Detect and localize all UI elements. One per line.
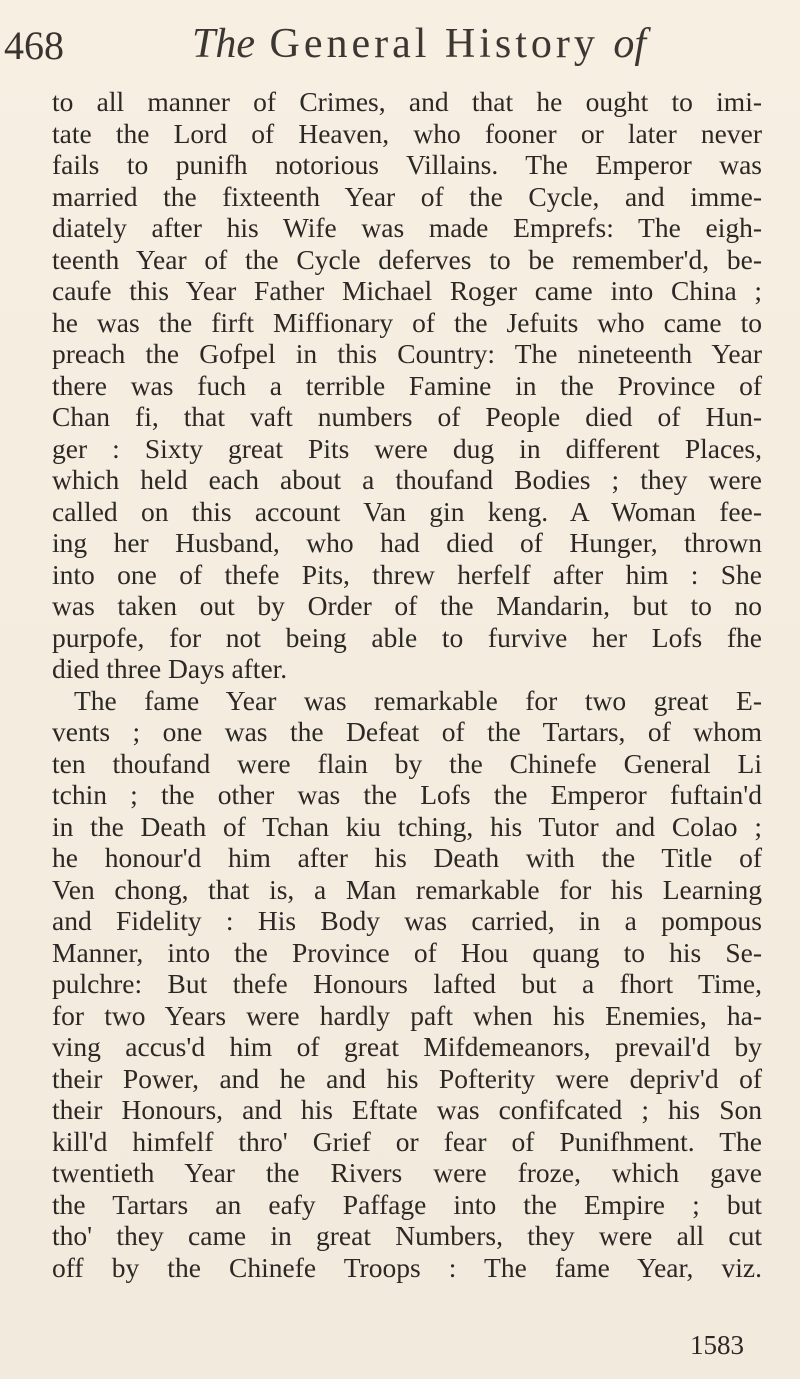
text-line: diately after his Wife was made Emprefs: The eigh- (52, 212, 762, 243)
text-line: their Honours, and his Eftate was confifcated ; his Son (52, 1094, 762, 1125)
text-line: Ven chong, that is, a Man remarkable for his Learning (52, 873, 762, 905)
text-line: tate the Lord of Heaven, who fooner or later never (52, 117, 762, 149)
text-line: pulchre: But thefe Honours lafted but a fhort Time, (52, 968, 762, 999)
text-line: preach the Gofpel in this Country: The nineteenth Year (52, 338, 762, 369)
running-title-the: The (192, 21, 255, 67)
text-line: there was fuch a terrible Famine in the Province of (52, 369, 762, 401)
text-line: ger : Sixty great Pits were dug in different Places, (52, 432, 762, 464)
body-text (52, 86, 762, 1283)
text-line: purpofe, for not being able to furvive her Lofs fhe (52, 621, 762, 653)
text-line: married the fixteenth Year of the Cycle, and imme- (52, 180, 762, 212)
running-title (192, 20, 646, 68)
text-line: vents ; one was the Defeat of the Tartars, of whom (52, 716, 762, 747)
text-line: fails to punifh notorious Villains. The Emperor was (52, 149, 762, 180)
running-title-main: General History (269, 21, 599, 67)
text-line: he was the firft Miffionary of the Jefuits who came to (52, 306, 762, 338)
text-line: the Tartars an eafy Paffage into the Empire ; but (52, 1188, 762, 1220)
text-line: which held each about a thoufand Bodies ; they were (52, 464, 762, 495)
text-line: twentieth Year the Rivers were froze, which gave (52, 1157, 762, 1188)
text-line: in the Death of Tchan kiu tching, his Tutor and Colao ; (52, 810, 762, 842)
running-title-of: of (613, 21, 647, 67)
text-line: called on this account Van gin keng. A Woman fee- (52, 495, 762, 527)
text-line: died three Days after. (52, 653, 288, 684)
text-line: ing her Husband, who had died of Hunger, thrown (52, 527, 762, 558)
text-line: into one of thefe Pits, threw herfelf after him : She (52, 558, 762, 590)
text-line: caufe this Year Father Michael Roger came into China ; (52, 275, 762, 306)
text-line: and Fidelity : His Body was carried, in a pompous (52, 905, 762, 936)
text-line: tchin ; the other was the Lofs the Emperor fuftain'd (52, 779, 762, 810)
text-line: Chan fi, that vaft numbers of People died of Hun- (52, 401, 762, 432)
text-line: he honour'd him after his Death with the Title of (52, 842, 762, 873)
text-line: The fame Year was remarkable for two great E- (74, 684, 762, 716)
text-line: kill'd himfelf thro' Grief or fear of Punifhment. The (52, 1125, 762, 1157)
text-line: tho' they came in great Numbers, they were all cut (52, 1220, 762, 1251)
text-line: ving accus'd him of great Mifdemeanors, prevail'd by (52, 1031, 762, 1062)
page-header (0, 12, 800, 78)
text-line: to all manner of Crimes, and that he ought to imi- (52, 86, 762, 117)
catchword: 1583 (690, 1330, 744, 1360)
text-line: for two Years were hardly paft when his Enemies, ha- (52, 999, 762, 1031)
text-line: off by the Chinefe Troops : The fame Year, viz. (52, 1251, 762, 1283)
text-line: teenth Year of the Cycle deferves to be remember'd, be- (52, 243, 762, 275)
text-line: Manner, into the Province of Hou quang to his Se- (52, 936, 762, 968)
page-number: 468 (4, 23, 64, 68)
text-line: was taken out by Order of the Mandarin, but to no (52, 590, 762, 621)
text-line: ten thoufand were flain by the Chinefe General Li (52, 747, 762, 779)
text-line: their Power, and he and his Pofterity were depriv'd of (52, 1062, 762, 1094)
